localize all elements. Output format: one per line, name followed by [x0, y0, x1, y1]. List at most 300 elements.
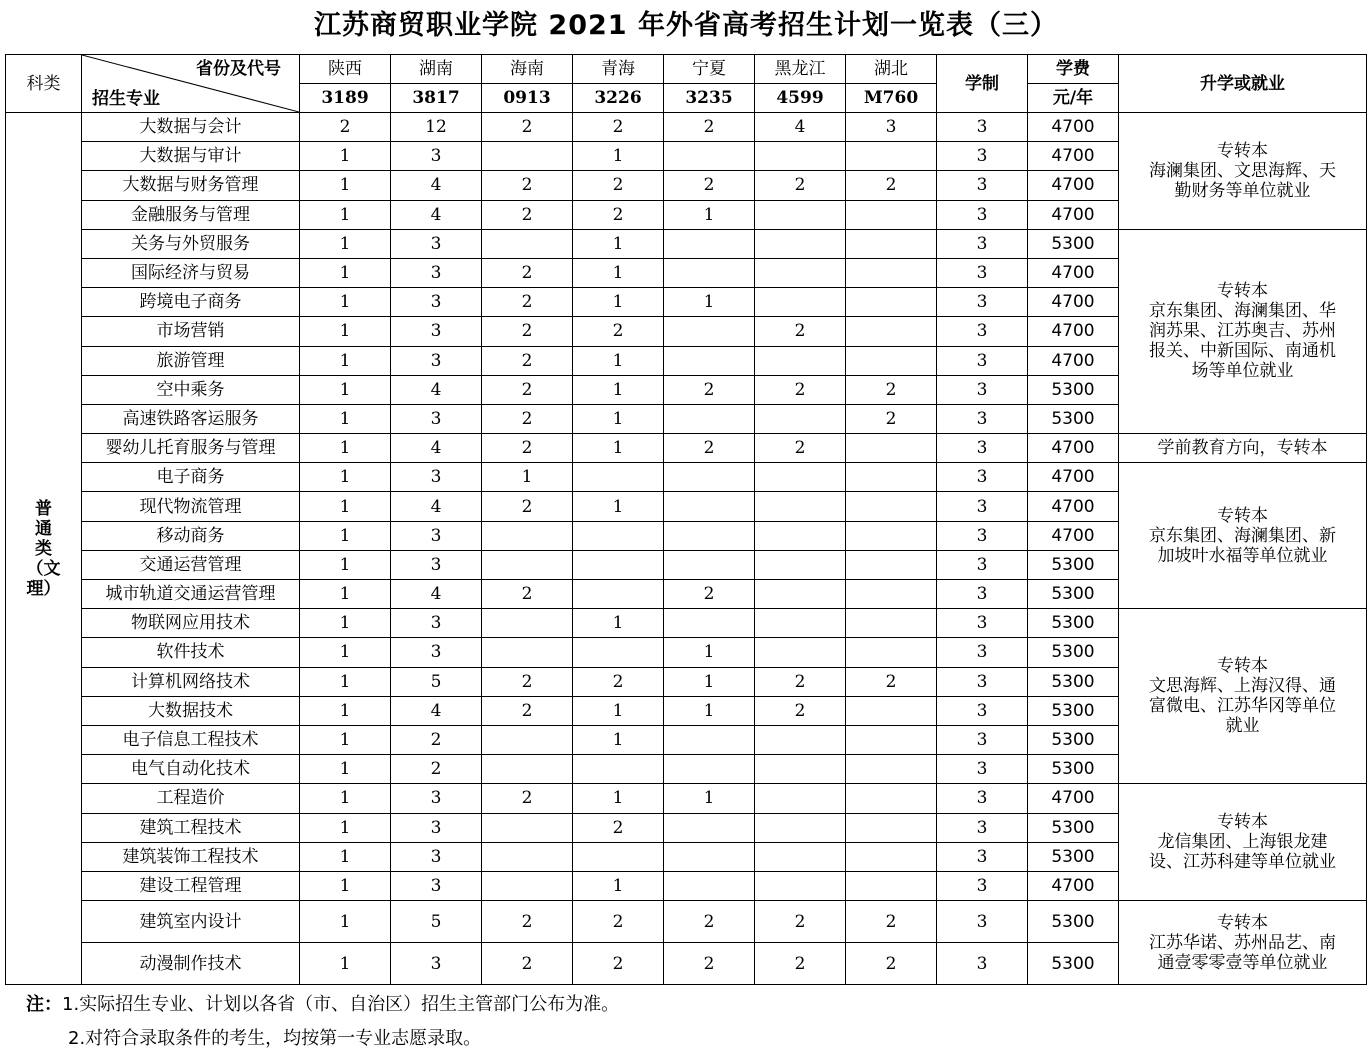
major-name: 工程造价 — [82, 784, 300, 813]
quota-cell: 2 — [573, 667, 664, 696]
quota-cell — [846, 755, 937, 784]
quota-cell: 1 — [664, 638, 755, 667]
major-name: 城市轨道交通运营管理 — [82, 580, 300, 609]
quota-cell: 1 — [573, 492, 664, 521]
major-name: 大数据技术 — [82, 696, 300, 725]
quota-cell: 3 — [391, 550, 482, 579]
quota-cell — [846, 580, 937, 609]
quota-cell: 2 — [482, 288, 573, 317]
quota-cell — [846, 142, 937, 171]
outcome-line: 文思海辉、上海汉得、通 — [1149, 676, 1336, 697]
quota-cell — [482, 842, 573, 871]
quota-cell — [755, 258, 846, 287]
quota-cell: 1 — [300, 784, 391, 813]
quota-cell: 3 — [391, 346, 482, 375]
quota-cell — [664, 317, 755, 346]
quota-cell: 4 — [391, 171, 482, 200]
quota-cell: 1 — [300, 288, 391, 317]
quota-cell — [664, 521, 755, 550]
quota-cell: 5 — [391, 901, 482, 943]
quota-cell: 2 — [755, 317, 846, 346]
outcome-cell — [1119, 229, 1367, 433]
quota-cell: 1 — [300, 813, 391, 842]
years-cell: 3 — [937, 943, 1028, 985]
quota-cell: 2 — [482, 404, 573, 433]
outcome-cell — [1119, 901, 1367, 985]
major-name: 移动商务 — [82, 521, 300, 550]
quota-cell: 2 — [755, 667, 846, 696]
quota-cell: 1 — [573, 346, 664, 375]
page-title: 江苏商贸职业学院 2021 年外省高考招生计划一览表（三） — [314, 10, 1058, 41]
major-name: 交通运营管理 — [82, 550, 300, 579]
quota-cell: 2 — [482, 113, 573, 142]
quota-cell — [482, 229, 573, 258]
quota-cell — [664, 463, 755, 492]
quota-cell — [482, 638, 573, 667]
header-province-code-value: 3235 — [664, 84, 755, 113]
years-cell: 3 — [937, 346, 1028, 375]
fee-cell: 5300 — [1028, 943, 1119, 985]
header-major: 招生专业 — [92, 89, 160, 109]
category-char: （文 — [26, 558, 61, 579]
table-body — [6, 55, 1367, 985]
quota-cell — [755, 521, 846, 550]
quota-cell: 4 — [391, 200, 482, 229]
quota-cell — [482, 609, 573, 638]
quota-cell: 1 — [300, 755, 391, 784]
quota-cell — [482, 725, 573, 754]
quota-cell: 1 — [664, 784, 755, 813]
years-cell: 3 — [937, 171, 1028, 200]
quota-cell: 4 — [391, 492, 482, 521]
quota-cell: 1 — [573, 229, 664, 258]
quota-cell: 1 — [300, 842, 391, 871]
category-char: 类 — [35, 538, 52, 559]
years-cell: 3 — [937, 550, 1028, 579]
quota-cell: 2 — [846, 375, 937, 404]
outcome-line: 学前教育方向，专转本 — [1157, 438, 1328, 459]
quota-cell — [846, 463, 937, 492]
quota-cell — [755, 346, 846, 375]
table-row — [6, 901, 1367, 943]
quota-cell: 2 — [573, 943, 664, 985]
outcome-line: 专转本 — [1217, 505, 1268, 526]
quota-cell: 1 — [573, 609, 664, 638]
quota-cell: 4 — [755, 113, 846, 142]
quota-cell: 1 — [300, 200, 391, 229]
fee-cell: 5300 — [1028, 667, 1119, 696]
header-outcome: 升学或就业 — [1119, 55, 1367, 113]
quota-cell — [664, 404, 755, 433]
years-cell: 3 — [937, 113, 1028, 142]
quota-cell: 1 — [300, 521, 391, 550]
quota-cell — [664, 229, 755, 258]
quota-cell — [755, 463, 846, 492]
header-province-code-value: 0913 — [482, 84, 573, 113]
outcome-cell — [1119, 434, 1367, 463]
major-name: 电子信息工程技术 — [82, 725, 300, 754]
quota-cell: 4 — [391, 580, 482, 609]
quota-cell — [755, 200, 846, 229]
quota-cell: 3 — [846, 113, 937, 142]
quota-cell — [573, 463, 664, 492]
quota-cell — [846, 609, 937, 638]
quota-cell — [846, 696, 937, 725]
quota-cell: 1 — [300, 609, 391, 638]
outcome-line: 专转本 — [1217, 281, 1268, 302]
quota-cell — [755, 871, 846, 900]
years-cell: 3 — [937, 258, 1028, 287]
major-name: 市场营销 — [82, 317, 300, 346]
quota-cell — [755, 288, 846, 317]
years-cell: 3 — [937, 200, 1028, 229]
outcome-line: 江苏华诺、苏州品艺、南 — [1149, 932, 1336, 953]
notes — [26, 988, 619, 1056]
quota-cell — [846, 521, 937, 550]
quota-cell: 2 — [664, 580, 755, 609]
major-name: 现代物流管理 — [82, 492, 300, 521]
quota-cell — [664, 550, 755, 579]
quota-cell: 1 — [300, 696, 391, 725]
header-province-name: 陕西 — [300, 55, 391, 84]
fee-cell: 4700 — [1028, 288, 1119, 317]
quota-cell: 2 — [482, 200, 573, 229]
quota-cell — [573, 521, 664, 550]
enrollment-plan-table — [5, 54, 1367, 985]
quota-cell: 1 — [664, 288, 755, 317]
quota-cell: 2 — [482, 901, 573, 943]
years-cell: 3 — [937, 813, 1028, 842]
outcome-line: 专转本 — [1217, 140, 1268, 161]
quota-cell: 4 — [391, 434, 482, 463]
header-category: 科类 — [6, 55, 82, 113]
quota-cell: 1 — [573, 434, 664, 463]
quota-cell: 2 — [755, 434, 846, 463]
quota-cell — [664, 258, 755, 287]
quota-cell: 3 — [391, 784, 482, 813]
quota-cell: 4 — [391, 375, 482, 404]
quota-cell: 2 — [755, 943, 846, 985]
quota-cell: 1 — [300, 142, 391, 171]
quota-cell: 2 — [664, 434, 755, 463]
quota-cell — [482, 755, 573, 784]
years-cell: 3 — [937, 317, 1028, 346]
quota-cell — [755, 784, 846, 813]
quota-cell: 2 — [573, 317, 664, 346]
quota-cell: 3 — [391, 258, 482, 287]
major-name: 建设工程管理 — [82, 871, 300, 900]
quota-cell: 1 — [300, 171, 391, 200]
quota-cell — [664, 725, 755, 754]
quota-cell: 2 — [846, 943, 937, 985]
major-name: 国际经济与贸易 — [82, 258, 300, 287]
fee-cell: 5300 — [1028, 229, 1119, 258]
quota-cell — [846, 842, 937, 871]
quota-cell: 1 — [300, 725, 391, 754]
quota-cell: 2 — [755, 901, 846, 943]
fee-cell: 4700 — [1028, 871, 1119, 900]
quota-cell: 2 — [755, 171, 846, 200]
quota-cell — [664, 142, 755, 171]
quota-cell — [482, 813, 573, 842]
quota-cell: 1 — [664, 696, 755, 725]
years-cell: 3 — [937, 492, 1028, 521]
quota-cell: 1 — [300, 434, 391, 463]
quota-cell: 2 — [664, 113, 755, 142]
outcome-line: 加坡叶水福等单位就业 — [1157, 545, 1328, 566]
fee-cell: 5300 — [1028, 375, 1119, 404]
major-name: 电子商务 — [82, 463, 300, 492]
quota-cell: 2 — [755, 696, 846, 725]
outcome-cell — [1119, 609, 1367, 784]
fee-cell: 4700 — [1028, 171, 1119, 200]
quota-cell — [664, 346, 755, 375]
major-name: 建筑工程技术 — [82, 813, 300, 842]
quota-cell: 1 — [300, 550, 391, 579]
quota-cell: 4 — [391, 696, 482, 725]
quota-cell: 1 — [300, 580, 391, 609]
quota-cell: 3 — [391, 463, 482, 492]
major-name: 关务与外贸服务 — [82, 229, 300, 258]
quota-cell — [755, 755, 846, 784]
years-cell: 3 — [937, 609, 1028, 638]
quota-cell — [755, 580, 846, 609]
quota-cell: 3 — [391, 609, 482, 638]
table-row — [6, 229, 1367, 258]
outcome-cell — [1119, 784, 1367, 901]
quota-cell: 3 — [391, 871, 482, 900]
header-province-code-value: M760 — [846, 84, 937, 113]
header-fee-unit: 元/年 — [1028, 84, 1119, 113]
outcome-line: 龙信集团、上海银龙建 — [1157, 832, 1328, 853]
major-name: 建筑室内设计 — [82, 901, 300, 943]
quota-cell: 2 — [482, 375, 573, 404]
outcome-line: 专转本 — [1217, 812, 1268, 833]
quota-cell: 1 — [300, 229, 391, 258]
quota-cell: 2 — [482, 943, 573, 985]
quota-cell: 1 — [300, 404, 391, 433]
fee-cell: 5300 — [1028, 901, 1119, 943]
quota-cell: 1 — [573, 696, 664, 725]
quota-cell: 2 — [664, 171, 755, 200]
quota-cell: 1 — [300, 667, 391, 696]
quota-cell: 1 — [573, 288, 664, 317]
quota-cell — [482, 871, 573, 900]
quota-cell: 2 — [846, 171, 937, 200]
category-char: 理） — [26, 578, 61, 599]
quota-cell — [482, 142, 573, 171]
years-cell: 3 — [937, 638, 1028, 667]
header-province-code: 省份及代号 — [196, 59, 281, 79]
quota-cell — [755, 638, 846, 667]
quota-cell: 3 — [391, 317, 482, 346]
quota-cell: 3 — [391, 638, 482, 667]
quota-cell — [664, 492, 755, 521]
quota-cell: 1 — [664, 667, 755, 696]
header-fee: 学费 — [1028, 55, 1119, 84]
quota-cell: 1 — [300, 258, 391, 287]
table-row — [6, 609, 1367, 638]
outcome-line: 富微电、江苏华冈等单位 — [1149, 696, 1336, 717]
fee-cell: 4700 — [1028, 113, 1119, 142]
outcome-line: 场等单位就业 — [1191, 361, 1294, 382]
quota-cell — [846, 200, 937, 229]
major-name: 大数据与财务管理 — [82, 171, 300, 200]
quota-cell — [664, 871, 755, 900]
fee-cell: 5300 — [1028, 404, 1119, 433]
quota-cell — [482, 521, 573, 550]
quota-cell: 2 — [482, 317, 573, 346]
quota-cell: 2 — [482, 784, 573, 813]
note-line-2 — [26, 1022, 619, 1056]
quota-cell: 1 — [300, 943, 391, 985]
quota-cell: 3 — [391, 142, 482, 171]
major-name: 旅游管理 — [82, 346, 300, 375]
years-cell: 3 — [937, 696, 1028, 725]
quota-cell — [846, 871, 937, 900]
major-name: 空中乘务 — [82, 375, 300, 404]
outcome-line: 报关、中新国际、南通机 — [1149, 341, 1336, 362]
fee-cell: 5300 — [1028, 725, 1119, 754]
major-name: 大数据与会计 — [82, 113, 300, 142]
quota-cell: 2 — [391, 725, 482, 754]
years-cell: 3 — [937, 784, 1028, 813]
header-diagonal-cell — [82, 55, 300, 113]
fee-cell: 5300 — [1028, 638, 1119, 667]
quota-cell: 2 — [846, 667, 937, 696]
quota-cell: 2 — [846, 404, 937, 433]
quota-cell — [846, 317, 937, 346]
quota-cell: 1 — [573, 375, 664, 404]
quota-cell: 2 — [482, 258, 573, 287]
outcome-line: 专转本 — [1217, 656, 1268, 677]
years-cell: 3 — [937, 375, 1028, 404]
quota-cell: 1 — [573, 142, 664, 171]
quota-cell — [755, 492, 846, 521]
years-cell: 3 — [937, 463, 1028, 492]
quota-cell: 2 — [482, 667, 573, 696]
quota-cell: 2 — [573, 813, 664, 842]
major-name: 大数据与审计 — [82, 142, 300, 171]
fee-cell: 4700 — [1028, 492, 1119, 521]
major-name: 物联网应用技术 — [82, 609, 300, 638]
quota-cell — [755, 404, 846, 433]
quota-cell: 3 — [391, 842, 482, 871]
header-province-code-value: 4599 — [755, 84, 846, 113]
quota-cell: 2 — [573, 171, 664, 200]
quota-cell — [482, 550, 573, 579]
quota-cell — [846, 346, 937, 375]
quota-cell — [664, 842, 755, 871]
years-cell: 3 — [937, 404, 1028, 433]
quota-cell: 1 — [573, 784, 664, 813]
fee-cell: 4700 — [1028, 346, 1119, 375]
fee-cell: 4700 — [1028, 463, 1119, 492]
major-name: 动漫制作技术 — [82, 943, 300, 985]
fee-cell: 4700 — [1028, 434, 1119, 463]
outcome-line: 京东集团、海澜集团、新 — [1149, 525, 1336, 546]
major-name: 电气自动化技术 — [82, 755, 300, 784]
quota-cell — [846, 638, 937, 667]
major-name: 跨境电子商务 — [82, 288, 300, 317]
note-text-2: 2.对符合录取条件的考生，均按第一专业志愿录取。 — [68, 1028, 482, 1049]
fee-cell: 4700 — [1028, 200, 1119, 229]
years-cell: 3 — [937, 580, 1028, 609]
fee-cell: 4700 — [1028, 142, 1119, 171]
quota-cell — [755, 229, 846, 258]
header-province-name: 宁夏 — [664, 55, 755, 84]
header-province-name: 湖南 — [391, 55, 482, 84]
quota-cell: 2 — [573, 200, 664, 229]
quota-cell — [755, 842, 846, 871]
quota-cell — [755, 725, 846, 754]
outcome-line: 就业 — [1225, 716, 1260, 737]
quota-cell: 1 — [573, 725, 664, 754]
years-cell: 3 — [937, 901, 1028, 943]
quota-cell: 3 — [391, 521, 482, 550]
quota-cell — [573, 550, 664, 579]
quota-cell — [573, 755, 664, 784]
fee-cell: 5300 — [1028, 609, 1119, 638]
quota-cell — [846, 813, 937, 842]
years-cell: 3 — [937, 755, 1028, 784]
header-years: 学制 — [937, 55, 1028, 113]
quota-cell: 2 — [573, 901, 664, 943]
major-name: 计算机网络技术 — [82, 667, 300, 696]
years-cell: 3 — [937, 521, 1028, 550]
header-province-name: 海南 — [482, 55, 573, 84]
quota-cell: 2 — [755, 375, 846, 404]
quota-cell: 2 — [391, 755, 482, 784]
years-cell: 3 — [937, 725, 1028, 754]
header-province-name: 黑龙江 — [755, 55, 846, 84]
quota-cell — [573, 638, 664, 667]
fee-cell: 5300 — [1028, 580, 1119, 609]
quota-cell — [846, 229, 937, 258]
quota-cell — [573, 842, 664, 871]
fee-cell: 4700 — [1028, 784, 1119, 813]
category-char: 通 — [35, 518, 52, 539]
fee-cell: 4700 — [1028, 521, 1119, 550]
table-row — [6, 463, 1367, 492]
header-row-1 — [6, 55, 1367, 84]
outcome-cell — [1119, 463, 1367, 609]
quota-cell: 1 — [300, 871, 391, 900]
outcome-line: 海澜集团、文思海辉、天 — [1149, 160, 1336, 181]
fee-cell: 5300 — [1028, 813, 1119, 842]
quota-cell: 1 — [300, 901, 391, 943]
fee-cell: 5300 — [1028, 755, 1119, 784]
outcome-cell — [1119, 113, 1367, 230]
outcome-line: 勤财务等单位就业 — [1174, 180, 1311, 201]
quota-cell: 2 — [664, 943, 755, 985]
quota-cell: 1 — [482, 463, 573, 492]
quota-cell: 1 — [300, 638, 391, 667]
major-name: 建筑装饰工程技术 — [82, 842, 300, 871]
outcome-line: 通壹零零壹等单位就业 — [1157, 952, 1328, 973]
quota-cell: 1 — [664, 200, 755, 229]
quota-cell: 3 — [391, 943, 482, 985]
note-text-1: 1.实际招生专业、计划以各省（市、自治区）招生主管部门公布为准。 — [62, 994, 620, 1015]
years-cell: 3 — [937, 142, 1028, 171]
quota-cell: 2 — [664, 901, 755, 943]
major-name: 金融服务与管理 — [82, 200, 300, 229]
header-province-code-value: 3817 — [391, 84, 482, 113]
quota-cell: 2 — [482, 580, 573, 609]
quota-cell — [755, 813, 846, 842]
outcome-line: 润苏果、江苏奥吉、苏州 — [1149, 321, 1336, 342]
quota-cell: 12 — [391, 113, 482, 142]
